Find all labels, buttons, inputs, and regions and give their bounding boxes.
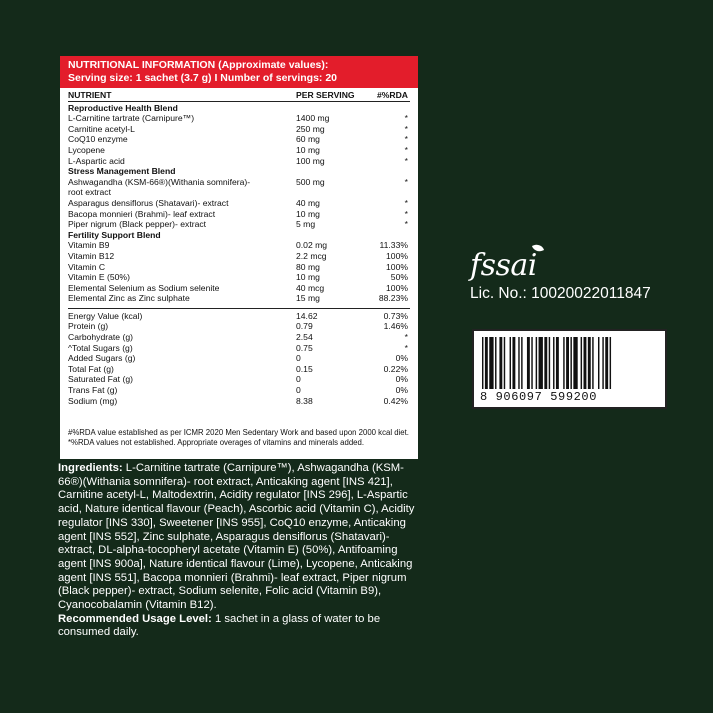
cell-rda: * bbox=[404, 134, 408, 145]
cell-per-serving: 10 mg bbox=[296, 272, 320, 283]
cell-per-serving: 80 mg bbox=[296, 261, 320, 272]
table-row bbox=[68, 311, 410, 322]
table-row bbox=[68, 283, 410, 294]
barcode-bars bbox=[482, 337, 660, 389]
table-row bbox=[68, 198, 410, 209]
cell-nutrient: Reproductive Health Blend bbox=[68, 102, 178, 113]
cell-per-serving: 0.79 bbox=[296, 321, 313, 332]
ingredients-block bbox=[58, 462, 418, 640]
cell-nutrient: Elemental Zinc as Zinc sulphate bbox=[68, 293, 190, 304]
cell-nutrient: CoQ10 enzyme bbox=[68, 134, 128, 145]
table-row bbox=[68, 353, 410, 364]
cell-rda: 0.42% bbox=[383, 395, 408, 406]
cell-per-serving bbox=[296, 103, 366, 114]
cell-rda: * bbox=[404, 197, 408, 208]
cell-rda: * bbox=[404, 176, 408, 187]
cell-rda: 0.73% bbox=[383, 310, 408, 321]
table-row bbox=[68, 156, 410, 167]
col-rda: #%RDA bbox=[376, 90, 408, 100]
cell-nutrient: Protein (g) bbox=[68, 321, 109, 332]
cell-nutrient: L-Carnitine tartrate (Carnipure™) bbox=[68, 113, 195, 124]
nutrition-title: NUTRITIONAL INFORMATION (Approximate values): bbox=[68, 59, 329, 71]
table-row bbox=[68, 262, 410, 273]
table-row bbox=[68, 240, 410, 251]
cell-rda: * bbox=[404, 342, 408, 353]
section-heading bbox=[68, 166, 410, 177]
cell-rda: 1.46% bbox=[383, 321, 408, 332]
cell-per-serving bbox=[296, 187, 366, 198]
cell-rda: * bbox=[404, 208, 408, 219]
license-number: Lic. No.: 10020022011847 bbox=[470, 285, 651, 302]
cell-nutrient: Ashwagandha (KSM-66®)(Withania somnifera)- bbox=[68, 176, 251, 187]
nutrition-header bbox=[60, 56, 418, 88]
table-row bbox=[68, 177, 410, 188]
cell-rda: 88.23% bbox=[378, 293, 408, 304]
table-row bbox=[68, 293, 410, 304]
cell-per-serving: 0 bbox=[296, 374, 301, 385]
cell-nutrient: Vitamin B12 bbox=[68, 250, 115, 261]
cell-rda bbox=[366, 103, 408, 114]
cell-rda: * bbox=[404, 123, 408, 134]
cell-rda: * bbox=[404, 144, 408, 155]
cell-rda: 0% bbox=[395, 385, 408, 396]
cell-per-serving bbox=[296, 166, 366, 177]
cell-rda: 0% bbox=[395, 374, 408, 385]
cell-rda bbox=[366, 166, 408, 177]
serving-size: Serving size: 1 sachet (3.7 g) I Number of servings: 20 bbox=[68, 72, 338, 84]
table-header bbox=[68, 90, 410, 102]
col-nutrient: NUTRIENT bbox=[68, 90, 112, 100]
rda-note: #%RDA value established as per ICMR 2020 Men Sedentary Work and based upon 2000 kcal diet. *%RDA values not established. Appropriate overages of vitamins and minerals added. bbox=[68, 428, 409, 447]
table-row bbox=[68, 187, 410, 198]
cell-nutrient: Asparagus densiflorus (Shatavari)- extract bbox=[68, 197, 229, 208]
cell-per-serving: 60 mg bbox=[296, 134, 320, 145]
cell-nutrient: Energy Value (kcal) bbox=[68, 310, 143, 321]
cell-nutrient: Vitamin B9 bbox=[68, 240, 110, 251]
cell-per-serving: 40 mcg bbox=[296, 282, 325, 293]
cell-per-serving: 8.38 bbox=[296, 395, 313, 406]
cell-rda bbox=[366, 230, 408, 241]
cell-nutrient: L-Aspartic acid bbox=[68, 155, 125, 166]
cell-rda: 50% bbox=[390, 272, 408, 283]
cell-rda: 0% bbox=[395, 353, 408, 364]
divider bbox=[68, 308, 410, 309]
table-row bbox=[68, 321, 410, 332]
cell-rda: 0.22% bbox=[383, 363, 408, 374]
table-row bbox=[68, 134, 410, 145]
cell-rda: 100% bbox=[386, 282, 408, 293]
fssai-logo bbox=[470, 248, 537, 283]
cell-nutrient: Added Sugars (g) bbox=[68, 353, 136, 364]
table-row bbox=[68, 385, 410, 396]
cell-nutrient: Vitamin E (50%) bbox=[68, 272, 130, 283]
cell-per-serving: 40 mg bbox=[296, 197, 320, 208]
cell-rda: * bbox=[404, 332, 408, 343]
cell-nutrient: Stress Management Blend bbox=[68, 166, 176, 177]
table-row bbox=[68, 113, 410, 124]
cell-per-serving: 0.02 mg bbox=[296, 240, 328, 251]
usage-label: Recommended Usage Level: bbox=[58, 612, 212, 625]
usage-text: 1 sachet in a glass of water to be consumed daily. bbox=[58, 612, 381, 639]
fssai-wordmark: fssai bbox=[470, 248, 537, 283]
cell-per-serving: 10 mg bbox=[296, 144, 320, 155]
cell-rda: * bbox=[404, 113, 408, 124]
cell-per-serving: 2.2 mcg bbox=[296, 250, 327, 261]
cell-nutrient: Trans Fat (g) bbox=[68, 385, 118, 396]
barcode-digits: 8 906097 599200 bbox=[480, 390, 598, 404]
cell-nutrient: Sodium (mg) bbox=[68, 395, 118, 406]
cell-per-serving: 1400 mg bbox=[296, 113, 330, 124]
table-row bbox=[68, 209, 410, 220]
table-row bbox=[68, 251, 410, 262]
table-row bbox=[68, 272, 410, 283]
cell-nutrient: Lycopene bbox=[68, 144, 105, 155]
cell-rda: 100% bbox=[386, 250, 408, 261]
ingredients-label: Ingredients: bbox=[58, 462, 123, 474]
cell-per-serving: 0 bbox=[296, 385, 301, 396]
cell-rda: * bbox=[404, 219, 408, 230]
table-row bbox=[68, 145, 410, 156]
cell-nutrient: Carnitine acetyl-L bbox=[68, 123, 135, 134]
cell-rda: 11.33% bbox=[379, 240, 408, 251]
nutrition-panel bbox=[60, 56, 418, 459]
cell-nutrient: root extract bbox=[68, 187, 111, 198]
table-row bbox=[68, 364, 410, 375]
table-row bbox=[68, 374, 410, 385]
table-row bbox=[68, 124, 410, 135]
cell-per-serving: 500 mg bbox=[296, 176, 325, 187]
cell-per-serving: 0.75 bbox=[296, 342, 313, 353]
section-heading bbox=[68, 103, 410, 114]
table-row bbox=[68, 343, 410, 354]
cell-per-serving: 250 mg bbox=[296, 123, 325, 134]
cell-nutrient: Total Fat (g) bbox=[68, 363, 114, 374]
table-row bbox=[68, 219, 410, 230]
cell-nutrient: Bacopa monnieri (Brahmi)- leaf extract bbox=[68, 208, 216, 219]
cell-nutrient: Piper nigrum (Black pepper)- extract bbox=[68, 219, 207, 230]
cell-nutrient: Carbohydrate (g) bbox=[68, 332, 133, 343]
cell-rda: 100% bbox=[386, 261, 408, 272]
cell-nutrient: ^Total Sugars (g) bbox=[68, 342, 133, 353]
cell-per-serving bbox=[296, 230, 366, 241]
cell-rda: * bbox=[404, 155, 408, 166]
ingredients-text: L-Carnitine tartrate (Carnipure™), Ashwagandha (KSM-66®)(Withania somnifera)- root extract, Anticaking agent [INS 421], Carnitine acetyl-L, Maltodextrin, Acidity regulator [INS 296], L-Aspartic acid, Nature identical flavour (Peach), Ascorbic acid (Vitamin C), Acidity regulator [INS 330], Sweetener [INS 955], CoQ10 enzyme, Anticaking agent [INS 552], Zinc sulphate, Asparagus densiflorus (Shatavari)- extract, DL-alpha-tocopheryl acetate (Vitamin E) (50%), Antifoaming agent [INS 900a], Nature identical flavour (Lime), Lycopene, Anticaking agent [INS 551], Bacopa monnieri (Brahmi)- leaf extract, Piper nigrum (Black pepper)- extract, Sodium selenite, Folic acid (Vitamin B9), Cyanocobalamin (Vitamin B12). bbox=[58, 462, 415, 612]
table-row bbox=[68, 396, 410, 407]
cell-nutrient: Vitamin C bbox=[68, 261, 106, 272]
barcode bbox=[472, 329, 667, 409]
cell-per-serving: 14.62 bbox=[296, 310, 318, 321]
cell-nutrient: Elemental Selenium as Sodium selenite bbox=[68, 282, 220, 293]
cell-per-serving: 10 mg bbox=[296, 208, 320, 219]
col-per-serving: PER SERVING bbox=[296, 90, 355, 100]
cell-per-serving: 0.15 bbox=[296, 363, 313, 374]
section-heading bbox=[68, 230, 410, 241]
cell-rda bbox=[366, 187, 408, 198]
cell-per-serving: 15 mg bbox=[296, 293, 320, 304]
cell-per-serving: 0 bbox=[296, 353, 301, 364]
cell-per-serving: 5 mg bbox=[296, 219, 316, 230]
cell-per-serving: 100 mg bbox=[296, 155, 325, 166]
cell-nutrient: Saturated Fat (g) bbox=[68, 374, 133, 385]
cell-nutrient: Fertility Support Blend bbox=[68, 229, 161, 240]
cell-per-serving: 2.54 bbox=[296, 332, 313, 343]
table-row bbox=[68, 332, 410, 343]
